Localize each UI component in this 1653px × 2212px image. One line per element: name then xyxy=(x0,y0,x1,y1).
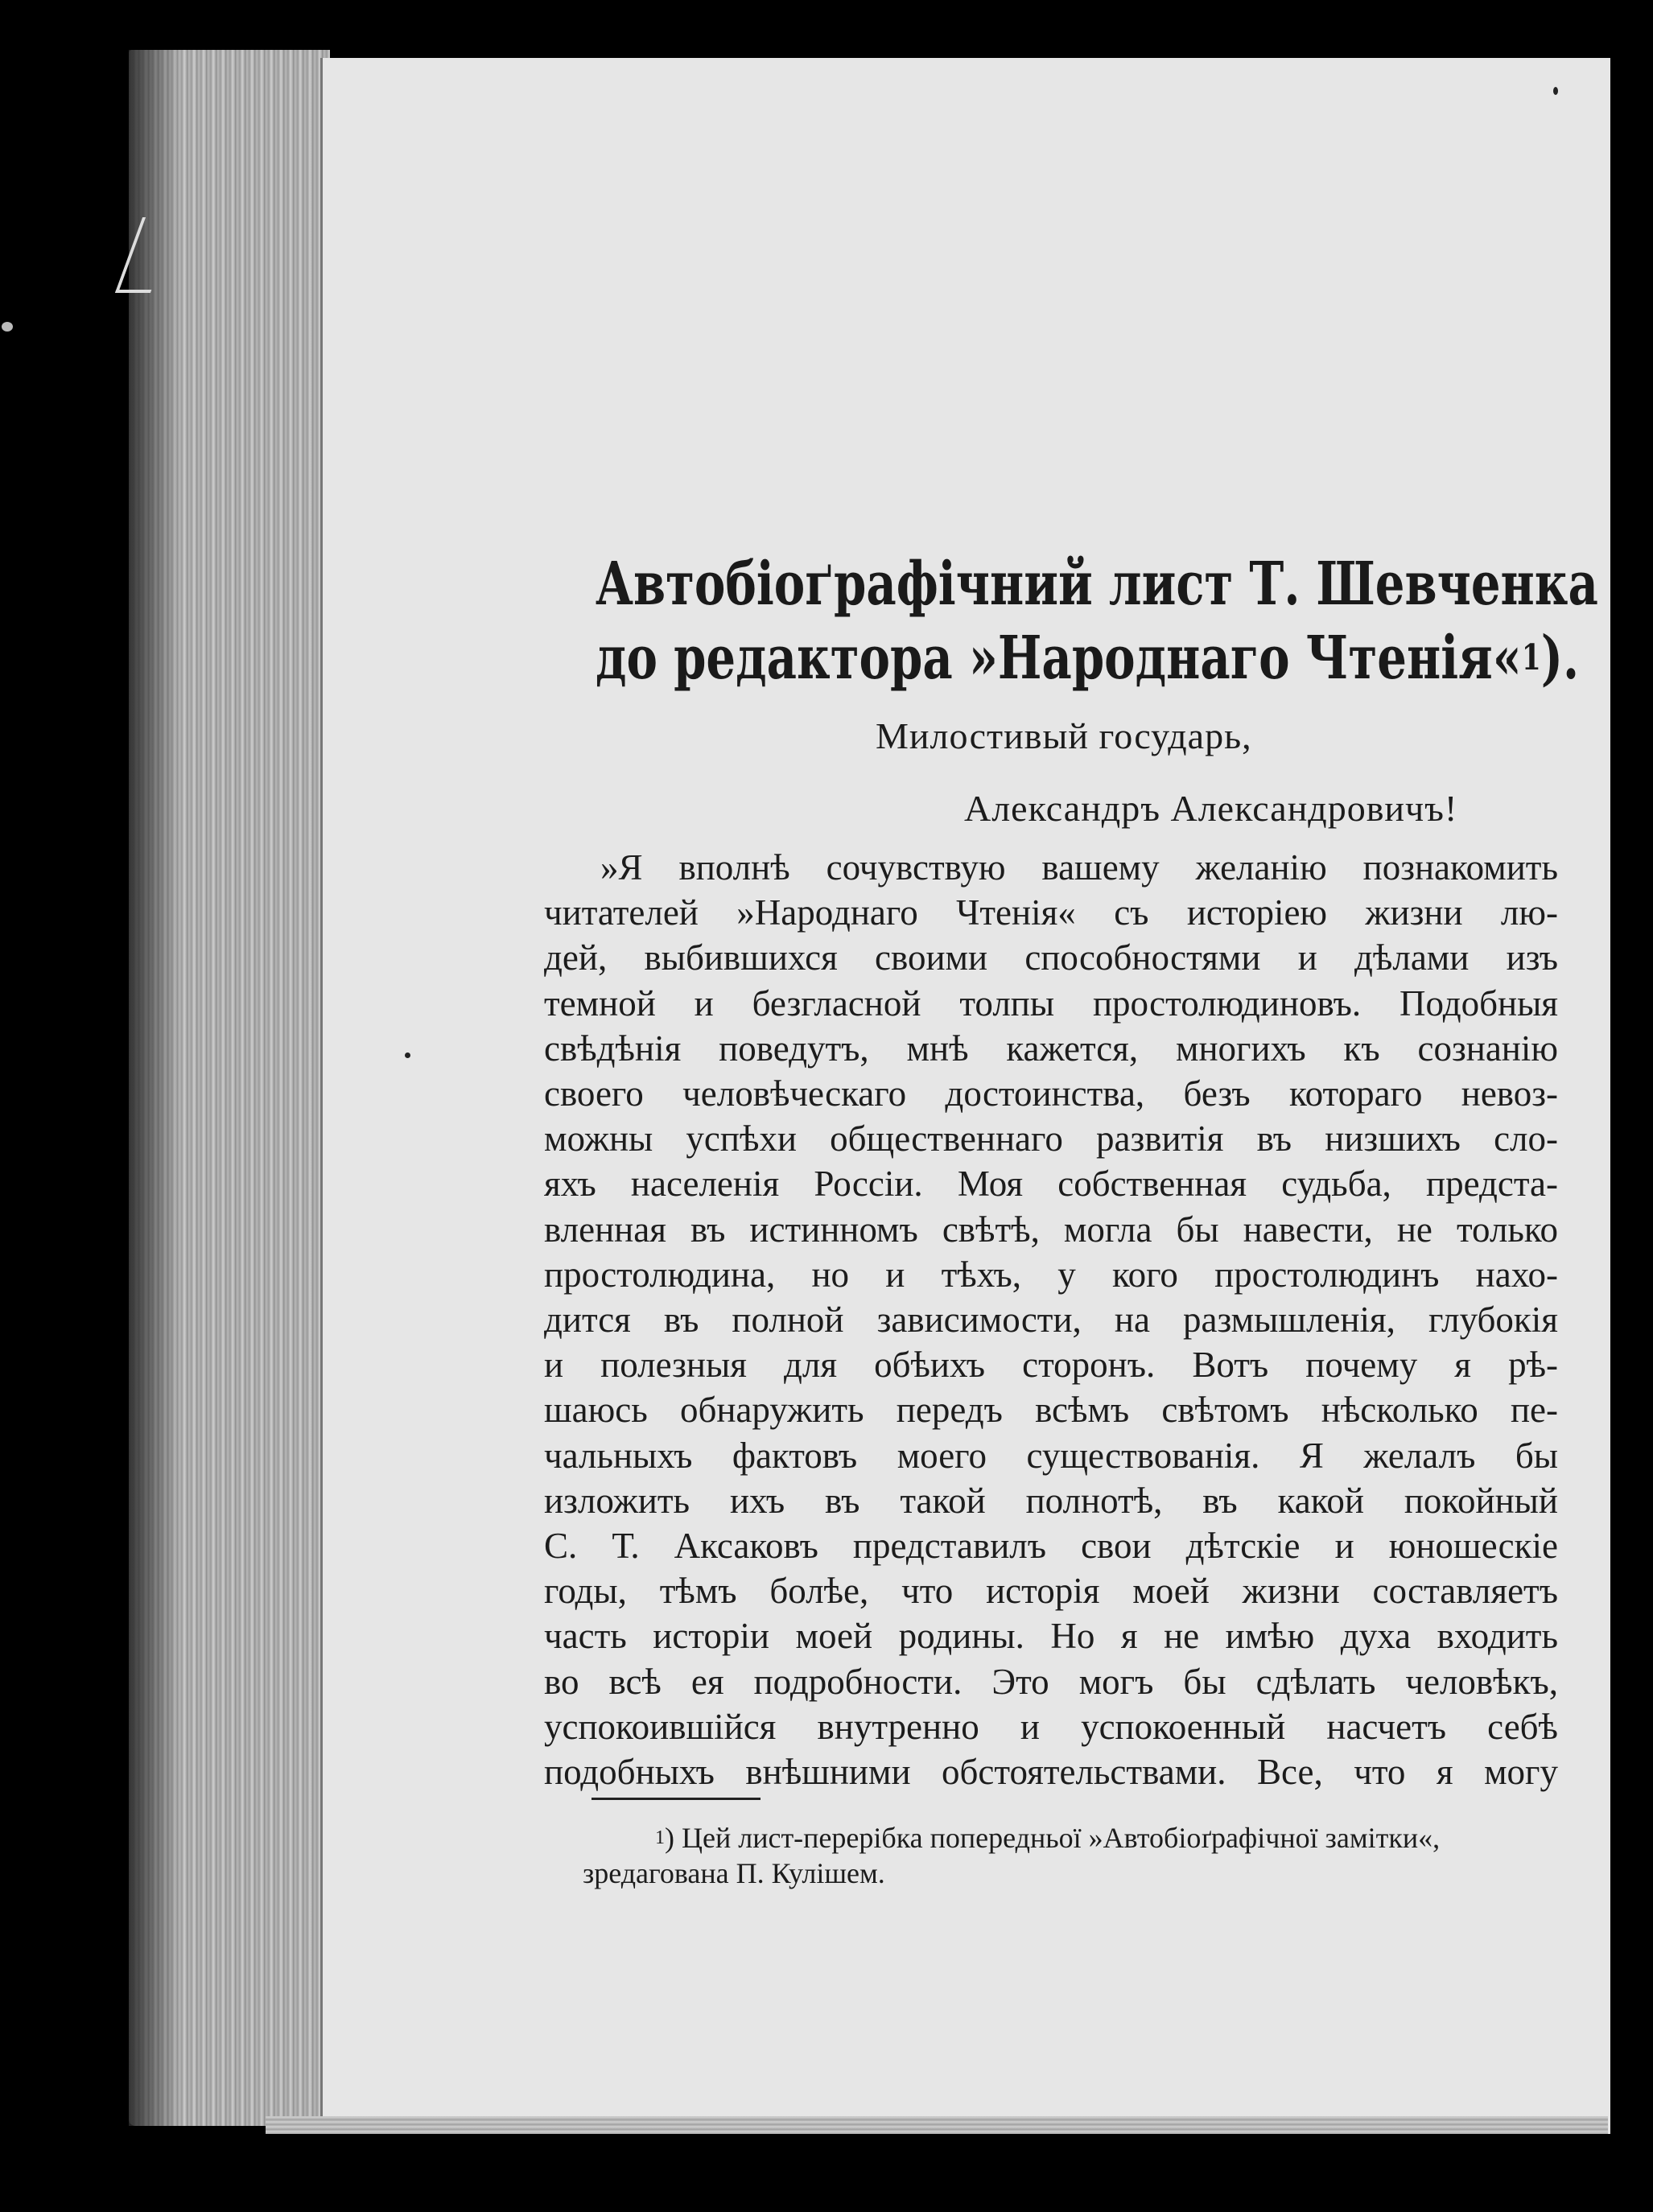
body-line: чальныхъ фактовъ моего существованія. Я желалъ бы xyxy=(544,1435,1558,1476)
body-line: яхъ населенія Россіи. Моя собственная судьба, предста- xyxy=(544,1164,1558,1205)
title-footnote-mark: 1 xyxy=(1521,637,1541,678)
footnote-line-2: зредагованa П. Кулішем. xyxy=(583,1857,885,1889)
scan-speck xyxy=(1553,87,1558,95)
document-title xyxy=(596,547,1598,695)
body-line: подобныхъ внѣшними обстоятельствами. Все, что я могу xyxy=(544,1752,1558,1793)
body-line: темной и безгласной толпы простолюдиновъ. Подобныя xyxy=(544,982,1558,1024)
body-line: простолюдина, но и тѣхъ, у кого простолюдинъ нахо- xyxy=(544,1254,1558,1295)
book-spine-shadow xyxy=(129,50,177,2126)
footnote-rule xyxy=(592,1798,761,1800)
body-line: шаюсь обнаружить передъ всѣмъ свѣтомъ нѣсколько пе- xyxy=(544,1390,1558,1431)
scan-speck xyxy=(2,322,13,332)
body-line: успокоившійся внутренно и успокоенный насчетъ себѣ xyxy=(544,1706,1558,1747)
footnote-mark: 1 xyxy=(655,1827,665,1848)
body-line: читателей »Народнаго Чтенія« съ исторіею жизни лю- xyxy=(544,892,1558,933)
footnote xyxy=(583,1820,1573,1891)
title-line-2-text: до редактора »Народнаго Чтенія« xyxy=(596,624,1522,693)
body-line: годы, тѣмъ болѣе, что исторія моей жизни составляетъ xyxy=(544,1571,1558,1612)
letter-body xyxy=(544,845,1558,1794)
body-line: изложить ихъ въ такой полнотѣ, въ какой покойный xyxy=(544,1480,1558,1521)
body-line: вленная въ истинномъ свѣтѣ, могла бы навести, не только xyxy=(544,1209,1558,1250)
body-line: свѣдѣнія поведутъ, мнѣ кажется, многихъ къ сознанію xyxy=(544,1028,1558,1069)
title-line-1: Автобіоґрафічний лист Т. Шевченка xyxy=(596,550,1598,619)
body-line: во всѣ ея подробности. Это могъ бы сдѣлать человѣкъ, xyxy=(544,1661,1558,1702)
body-line: С. Т. Аксаковъ представилъ свои дѣтскіе и юношескіе xyxy=(544,1526,1558,1567)
title-line-2 xyxy=(596,621,1580,695)
body-line: »Я вполнѣ сочувствую вашему желанію познакомить xyxy=(600,847,1558,888)
body-line: можны успѣхи общественнаго развитія въ низшихъ сло- xyxy=(544,1118,1558,1160)
body-line: своего человѣческаго достоинства, безъ котораго невоз- xyxy=(544,1073,1558,1114)
title-line-2-end: ). xyxy=(1540,624,1580,693)
footnote-line-1 xyxy=(583,1820,1573,1856)
page-bottom-edge xyxy=(266,2116,1608,2134)
body-line: часть исторіи моей родины. Но я не имѣю духа входить xyxy=(544,1616,1558,1657)
footnote-line-1-text: ) Цей лист-перерібка попередньої »Автобіоґрафічної замітки«, xyxy=(665,1822,1441,1854)
scan-speck xyxy=(405,1052,410,1058)
body-line: дей, выбившихся своими способностями и дѣлами изъ xyxy=(544,937,1558,978)
body-line: дится въ полной зависимости, на размышленія, глубокія xyxy=(544,1300,1558,1341)
addressee: Александръ Александровичъ! xyxy=(964,788,1458,829)
body-line: и полезныя для обѣихъ сторонъ. Вотъ почему я рѣ- xyxy=(544,1345,1558,1386)
salutation: Милостивый государь, xyxy=(876,715,1252,756)
